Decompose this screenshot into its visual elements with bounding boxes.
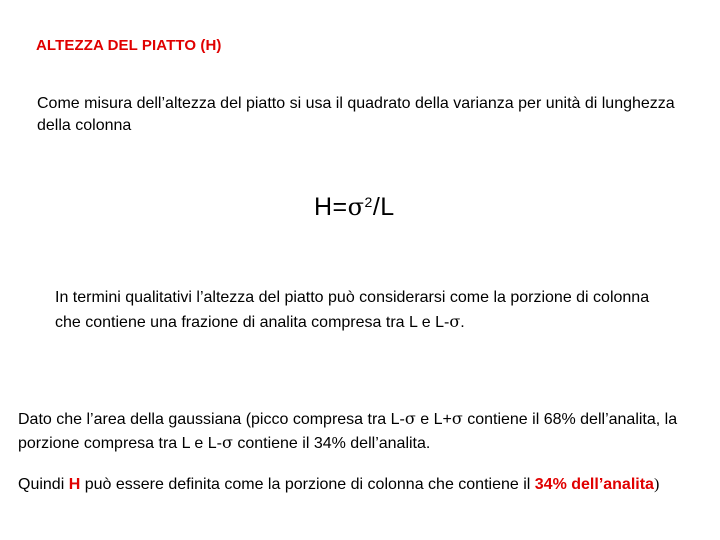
formula [314,193,395,222]
qualitative-text: In termini qualitativi l’altezza del piatto può considerarsi come la porzione di colonna che contiene una frazione di analita compresa tra L e L- [55,289,650,331]
gaussian-paragraph [18,407,678,455]
gaussian-part2: e L+ [415,411,452,428]
gaussian-sigma-2: σ [451,409,463,428]
conclusion-part2: può essere definita come la porzione di colonna che contiene il [80,476,535,493]
conclusion-part1: Quindi [18,476,69,493]
conclusion-h: H [68,476,81,493]
qualitative-end: . [460,314,465,331]
formula-exponent: 2 [364,194,373,210]
formula-rhs: /L [372,193,395,221]
gaussian-part4: contiene il 34% dell’analita. [232,435,431,452]
gaussian-sigma-1: σ [404,409,416,428]
page-title: ALTEZZA DEL PIATTO (H) [36,37,222,54]
conclusion-paragraph [18,473,678,496]
qualitative-paragraph [55,286,675,335]
intro-paragraph: Come misura dell’altezza del piatto si usa il quadrato della varianza per unità di lunghezza della colonna [37,95,675,134]
conclusion-end: ) [653,476,660,493]
formula-lhs: H= [314,193,348,221]
gaussian-sigma-3: σ [221,433,233,452]
gaussian-part1: Dato che l’area della gaussiana (picco compresa tra L- [18,411,405,428]
formula-sigma: σ [347,193,365,221]
qualitative-sigma: σ [449,312,461,331]
conclusion-highlight: 34% dell’analita [534,476,654,493]
gaussian-part3: contiene il 68% dell’analita, la porzione compresa tra L e L- [18,411,678,452]
